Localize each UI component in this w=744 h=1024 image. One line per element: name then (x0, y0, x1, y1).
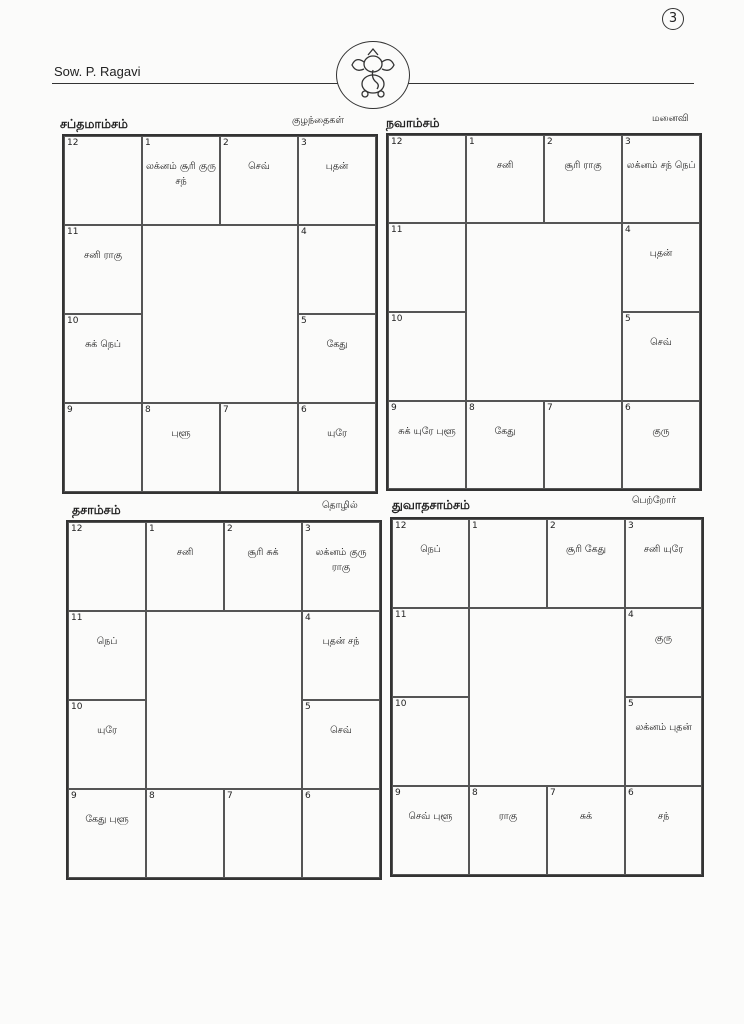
house-10 (388, 312, 466, 401)
house-number: 2 (227, 524, 233, 534)
house-2 (220, 136, 298, 225)
house-number: 7 (223, 405, 229, 415)
house-number: 12 (395, 521, 407, 531)
house-planets: குரு (652, 426, 670, 437)
house-planets: சனி (496, 160, 514, 171)
house-number: 10 (395, 699, 407, 709)
house-12 (388, 135, 466, 223)
chart-title-navamsam: நவாம்சம் (386, 115, 440, 130)
house-7 (544, 401, 622, 489)
house-11 (68, 611, 146, 700)
chart-subtitle-dwadasamsam: பெற்றோர் (632, 495, 677, 506)
house-number: 10 (67, 316, 79, 326)
house-number: 1 (145, 138, 151, 148)
house-number: 8 (472, 788, 478, 798)
chart-navamsam (386, 133, 702, 491)
house-11 (64, 225, 142, 314)
house-planets: லக்னம் புதன் (635, 722, 692, 733)
chart-center (142, 225, 298, 403)
house-11 (388, 223, 466, 312)
house-number: 12 (391, 137, 403, 147)
house-planets: சூரி கேது (565, 544, 606, 555)
house-planets: ராகு (498, 811, 518, 822)
house-7 (220, 403, 298, 492)
house-number: 5 (305, 702, 311, 712)
house-number: 3 (628, 521, 634, 531)
house-planets: சுக் யுரே புளூ (398, 426, 456, 437)
house-planets: செவ் (650, 337, 672, 348)
house-4 (298, 225, 376, 314)
house-number: 5 (628, 699, 634, 709)
house-4 (302, 611, 380, 700)
house-2 (547, 519, 625, 608)
house-number: 9 (67, 405, 73, 415)
house-number: 8 (469, 403, 475, 413)
house-number: 11 (67, 227, 79, 237)
house-number: 6 (628, 788, 634, 798)
chart-saptamamsam (62, 134, 378, 494)
house-3 (302, 522, 380, 611)
chart-center (469, 608, 625, 786)
house-12 (64, 136, 142, 225)
house-planets: கேது (326, 339, 348, 350)
house-planets: செவ் புளூ (408, 811, 453, 822)
house-planets: புதன் (649, 248, 673, 259)
house-1 (142, 136, 220, 225)
house-number: 8 (149, 791, 155, 801)
page-number: 3 (662, 8, 684, 30)
house-number: 11 (395, 610, 407, 620)
house-2 (544, 135, 622, 223)
chart-title-dwadasamsam: துவாதசாம்சம் (392, 497, 470, 512)
house-planets: நெப் (420, 544, 441, 555)
chart-subtitle-saptamamsam: குழந்தைகள் (292, 115, 344, 126)
chart-title-dasamsam: தசாம்சம் (72, 502, 121, 517)
house-2 (224, 522, 302, 611)
house-5 (302, 700, 380, 789)
house-10 (68, 700, 146, 789)
house-9 (392, 786, 469, 875)
house-8 (146, 789, 224, 878)
house-number: 6 (305, 791, 311, 801)
house-11 (392, 608, 469, 697)
house-10 (64, 314, 142, 403)
house-7 (224, 789, 302, 878)
house-9 (64, 403, 142, 492)
house-number: 6 (301, 405, 307, 415)
house-number: 12 (71, 524, 83, 534)
house-planets: யுரே (97, 725, 117, 736)
house-planets: சந் (657, 811, 670, 822)
house-number: 6 (625, 403, 631, 413)
house-planets: சனி யுரே (643, 544, 684, 555)
house-10 (392, 697, 469, 786)
header-rule-right (408, 83, 694, 84)
house-planets: சூரி ராகு (564, 160, 602, 171)
house-number: 2 (223, 138, 229, 148)
house-number: 9 (391, 403, 397, 413)
house-planets: சனி ராகு (84, 250, 122, 261)
house-number: 3 (305, 524, 311, 534)
house-planets: லக்னம் குரு ராகு (315, 547, 367, 573)
house-planets: புளூ (171, 428, 191, 439)
chart-center (466, 223, 622, 401)
chart-dwadasamsam (390, 517, 704, 877)
house-number: 4 (628, 610, 634, 620)
house-8 (466, 401, 544, 489)
house-6 (298, 403, 376, 492)
chart-center (146, 611, 302, 789)
house-number: 3 (301, 138, 307, 148)
house-number: 5 (625, 314, 631, 324)
house-3 (625, 519, 702, 608)
house-number: 9 (395, 788, 401, 798)
house-3 (622, 135, 700, 223)
chart-subtitle-dasamsam: தொழில் (322, 500, 358, 511)
house-4 (625, 608, 702, 697)
house-planets: புதன் சந் (322, 636, 360, 647)
ganesha-emblem-icon (336, 41, 410, 109)
house-5 (625, 697, 702, 786)
house-number: 5 (301, 316, 307, 326)
house-9 (68, 789, 146, 878)
person-name: Sow. P. Ragavi (54, 64, 141, 79)
house-number: 1 (472, 521, 478, 531)
house-4 (622, 223, 700, 312)
house-planets: சுக் நெப் (85, 339, 121, 350)
house-planets: லக்னம் சந் நெப் (626, 160, 696, 171)
house-6 (302, 789, 380, 878)
house-12 (392, 519, 469, 608)
house-planets: யுரே (327, 428, 347, 439)
house-3 (298, 136, 376, 225)
house-6 (622, 401, 700, 489)
house-number: 11 (391, 225, 403, 235)
house-number: 4 (305, 613, 311, 623)
house-planets: செவ் (330, 725, 352, 736)
house-number: 8 (145, 405, 151, 415)
house-planets: கேது (494, 426, 516, 437)
chart-subtitle-navamsam: மனைவி (652, 113, 689, 124)
house-planets: லக்னம் சூரி குரு சந் (146, 161, 216, 187)
house-1 (466, 135, 544, 223)
house-planets: கேது புளூ (85, 814, 129, 825)
house-9 (388, 401, 466, 489)
house-number: 10 (391, 314, 403, 324)
house-planets: சுக் (579, 811, 593, 822)
house-number: 4 (301, 227, 307, 237)
chart-title-saptamamsam: சப்தமாம்சம் (60, 116, 128, 131)
house-planets: சூரி சுக் (247, 547, 279, 558)
house-planets: சனி (176, 547, 194, 558)
house-1 (469, 519, 547, 608)
house-12 (68, 522, 146, 611)
house-number: 1 (149, 524, 155, 534)
house-8 (469, 786, 547, 875)
house-number: 10 (71, 702, 83, 712)
house-1 (146, 522, 224, 611)
chart-dasamsam (66, 520, 382, 880)
house-number: 9 (71, 791, 77, 801)
house-5 (298, 314, 376, 403)
house-number: 2 (547, 137, 553, 147)
house-5 (622, 312, 700, 401)
house-planets: புதன் (325, 161, 349, 172)
house-number: 3 (625, 137, 631, 147)
house-number: 12 (67, 138, 79, 148)
house-number: 1 (469, 137, 475, 147)
house-planets: நெப் (96, 636, 118, 647)
house-7 (547, 786, 625, 875)
house-planets: குரு (654, 633, 673, 644)
house-number: 4 (625, 225, 631, 235)
house-number: 7 (547, 403, 553, 413)
house-planets: செவ் (248, 161, 270, 172)
house-8 (142, 403, 220, 492)
house-number: 7 (550, 788, 556, 798)
house-number: 11 (71, 613, 83, 623)
house-number: 7 (227, 791, 233, 801)
house-number: 2 (550, 521, 556, 531)
house-6 (625, 786, 702, 875)
header-rule-left (52, 83, 338, 84)
